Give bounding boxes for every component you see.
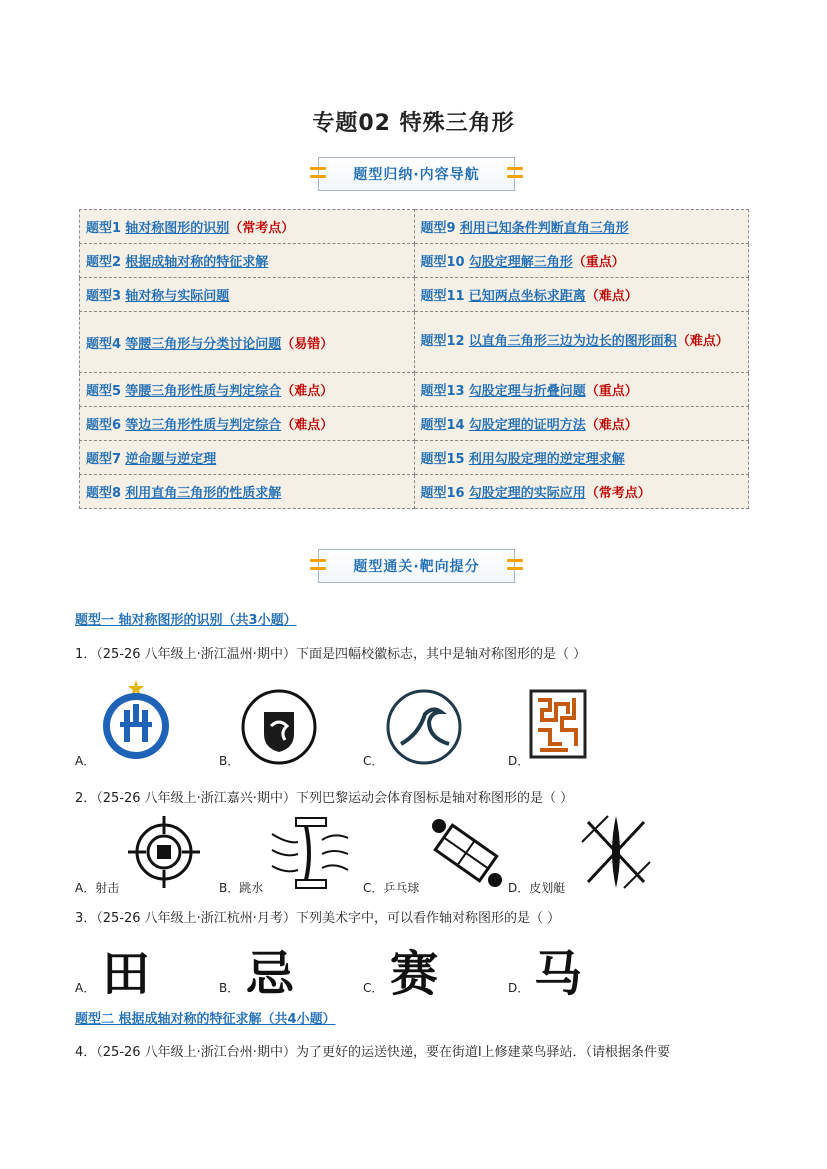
topic-tag: （难点） [585,289,638,304]
topic-number: 题型5 [86,384,122,399]
topic-tag: （常考点） [229,221,295,236]
q1-option-c-label: C． [363,754,384,768]
nav-cell-left [80,475,415,509]
topic-link[interactable]: 勾股定理解三角形 [468,255,573,270]
topic-number: 题型6 [86,418,122,433]
q3-char-b: 忌 [246,946,295,1002]
q3-char-a: 田 [102,946,151,1002]
banner-cap-right [507,167,523,181]
nav-cell-left [80,210,415,244]
topic-number: 题型1 [86,221,122,236]
section-1-heading[interactable]: 题型一 轴对称图形的识别（共3小题） [75,613,297,628]
topic-number: 题型2 [86,255,122,270]
topic-number: 题型8 [86,486,122,501]
q3-option-b-label: B． [219,981,240,995]
topic-number: 题型14 [420,418,465,433]
q3-char-c: 赛 [390,946,439,1002]
nav-cell-right [414,312,749,373]
nav-cell-right [414,407,749,441]
q1-logo-a-image [96,678,176,760]
topic-link[interactable]: 利用已知条件判断直角三角形 [459,221,629,236]
q1-option-d-label: D． [508,754,530,768]
topic-link[interactable]: 轴对称与实际问题 [125,289,230,304]
topic-number: 题型12 [420,334,465,349]
nav-cell-right [414,210,749,244]
topic-tag: （难点） [585,418,638,433]
nav-row [80,373,749,407]
q2-option-d-label: D．皮划艇 [508,881,566,895]
topic-tag: （难点） [281,418,334,433]
topic-number: 题型7 [86,452,122,467]
topic-link[interactable]: 利用勾股定理的逆定理求解 [468,452,625,467]
topic-link[interactable]: 逆命题与逆定理 [125,452,217,467]
q3-option-d-label: D． [508,981,530,995]
topic-tag: （重点） [585,384,638,399]
banner-cap-left [310,559,326,573]
topic-link[interactable]: 利用直角三角形的性质求解 [125,486,282,501]
nav-row [80,312,749,373]
q3-char-d: 马 [534,946,583,1002]
banner-cap-left [310,167,326,181]
topic-tag: （易错） [281,336,334,352]
nav-cell-left [80,373,415,407]
topic-link[interactable]: 以直角三角形三边为边长的图形面积 [468,334,677,349]
q3-option-c-label: C． [363,981,384,995]
nav-cell-left [80,244,415,278]
nav-cell-right [414,373,749,407]
topic-link[interactable]: 勾股定理与折叠问题 [468,384,586,399]
q1-logo-b-image [240,688,318,766]
nav-row [80,407,749,441]
topic-number: 题型9 [420,221,456,236]
topic-link[interactable]: 等腰三角形与分类讨论问题 [125,336,282,352]
question-1-stem: 1．（25-26 八年级上·浙江温州·期中）下面是四幅校徽标志，其中是轴对称图形的是（ ） [75,647,587,662]
q3-option-a-label: A． [75,981,96,995]
nav-row [80,475,749,509]
q1-logo-d-image [528,688,588,760]
practice-banner [318,549,515,583]
q1-logo-c-image [385,688,463,766]
topic-tag: （重点） [572,255,625,270]
topic-number: 题型13 [420,384,465,399]
nav-cell-right [414,441,749,475]
topic-link[interactable]: 轴对称图形的识别 [125,221,230,236]
page-title: 专题02 特殊三角形 [312,111,515,136]
nav-cell-left [80,441,415,475]
nav-banner [318,157,515,191]
nav-row [80,441,749,475]
nav-cell-right [414,475,749,509]
q2-table-tennis-icon [425,814,507,892]
topic-number: 题型15 [420,452,465,467]
topic-link[interactable]: 等边三角形性质与判定综合 [125,418,282,433]
q1-option-a-label: A． [75,754,96,768]
question-3-stem: 3．（25-26 八年级上·浙江杭州·月考）下列美术字中，可以看作轴对称图形的是（ ） [75,911,561,926]
topic-link[interactable]: 勾股定理的实际应用 [468,486,586,501]
topic-link[interactable]: 已知两点坐标求距离 [468,289,586,304]
topic-link[interactable]: 根据成轴对称的特征求解 [125,255,269,270]
nav-cell-left [80,278,415,312]
nav-cell-left [80,312,415,373]
practice-banner-label: 题型通关·靶向提分 [353,559,480,575]
topic-number: 题型3 [86,289,122,304]
topic-link[interactable]: 等腰三角形性质与判定综合 [125,384,282,399]
question-2-stem: 2．（25-26 八年级上·浙江嘉兴·期中）下列巴黎运动会体育图标是轴对称图形的是（ ） [75,791,574,806]
topic-tag: （难点） [281,384,334,399]
nav-cell-right [414,244,749,278]
topic-nav-table [79,209,749,509]
nav-row [80,278,749,312]
topic-link[interactable]: 勾股定理的证明方法 [468,418,586,433]
topic-number: 题型4 [86,336,122,352]
topic-tag: （常考点） [585,486,651,501]
q2-diving-icon [268,814,350,892]
q2-option-b-label: B．跳水 [219,881,264,895]
topic-tag: （难点） [676,334,729,349]
q2-shooting-icon [126,814,202,890]
nav-banner-label: 题型归纳·内容导航 [353,167,480,183]
question-4-stem: 4．（25-26 八年级上·浙江台州·期中）为了更好的运送快递，要在街道l上修建菜鸟驿站．（请根据条件要 [75,1045,671,1060]
topic-number: 题型16 [420,486,465,501]
q2-canoe-icon [578,812,654,892]
nav-row [80,244,749,278]
q1-option-b-label: B． [219,754,240,768]
topic-number: 题型11 [420,289,465,304]
q2-option-c-label: C．乒乓球 [363,881,420,895]
nav-cell-right [414,278,749,312]
section-2-heading[interactable]: 题型二 根据成轴对称的特征求解（共4小题） [75,1012,336,1027]
nav-row [80,210,749,244]
nav-cell-left [80,407,415,441]
q2-option-a-label: A．射击 [75,881,120,895]
topic-number: 题型10 [420,255,465,270]
banner-cap-right [507,559,523,573]
